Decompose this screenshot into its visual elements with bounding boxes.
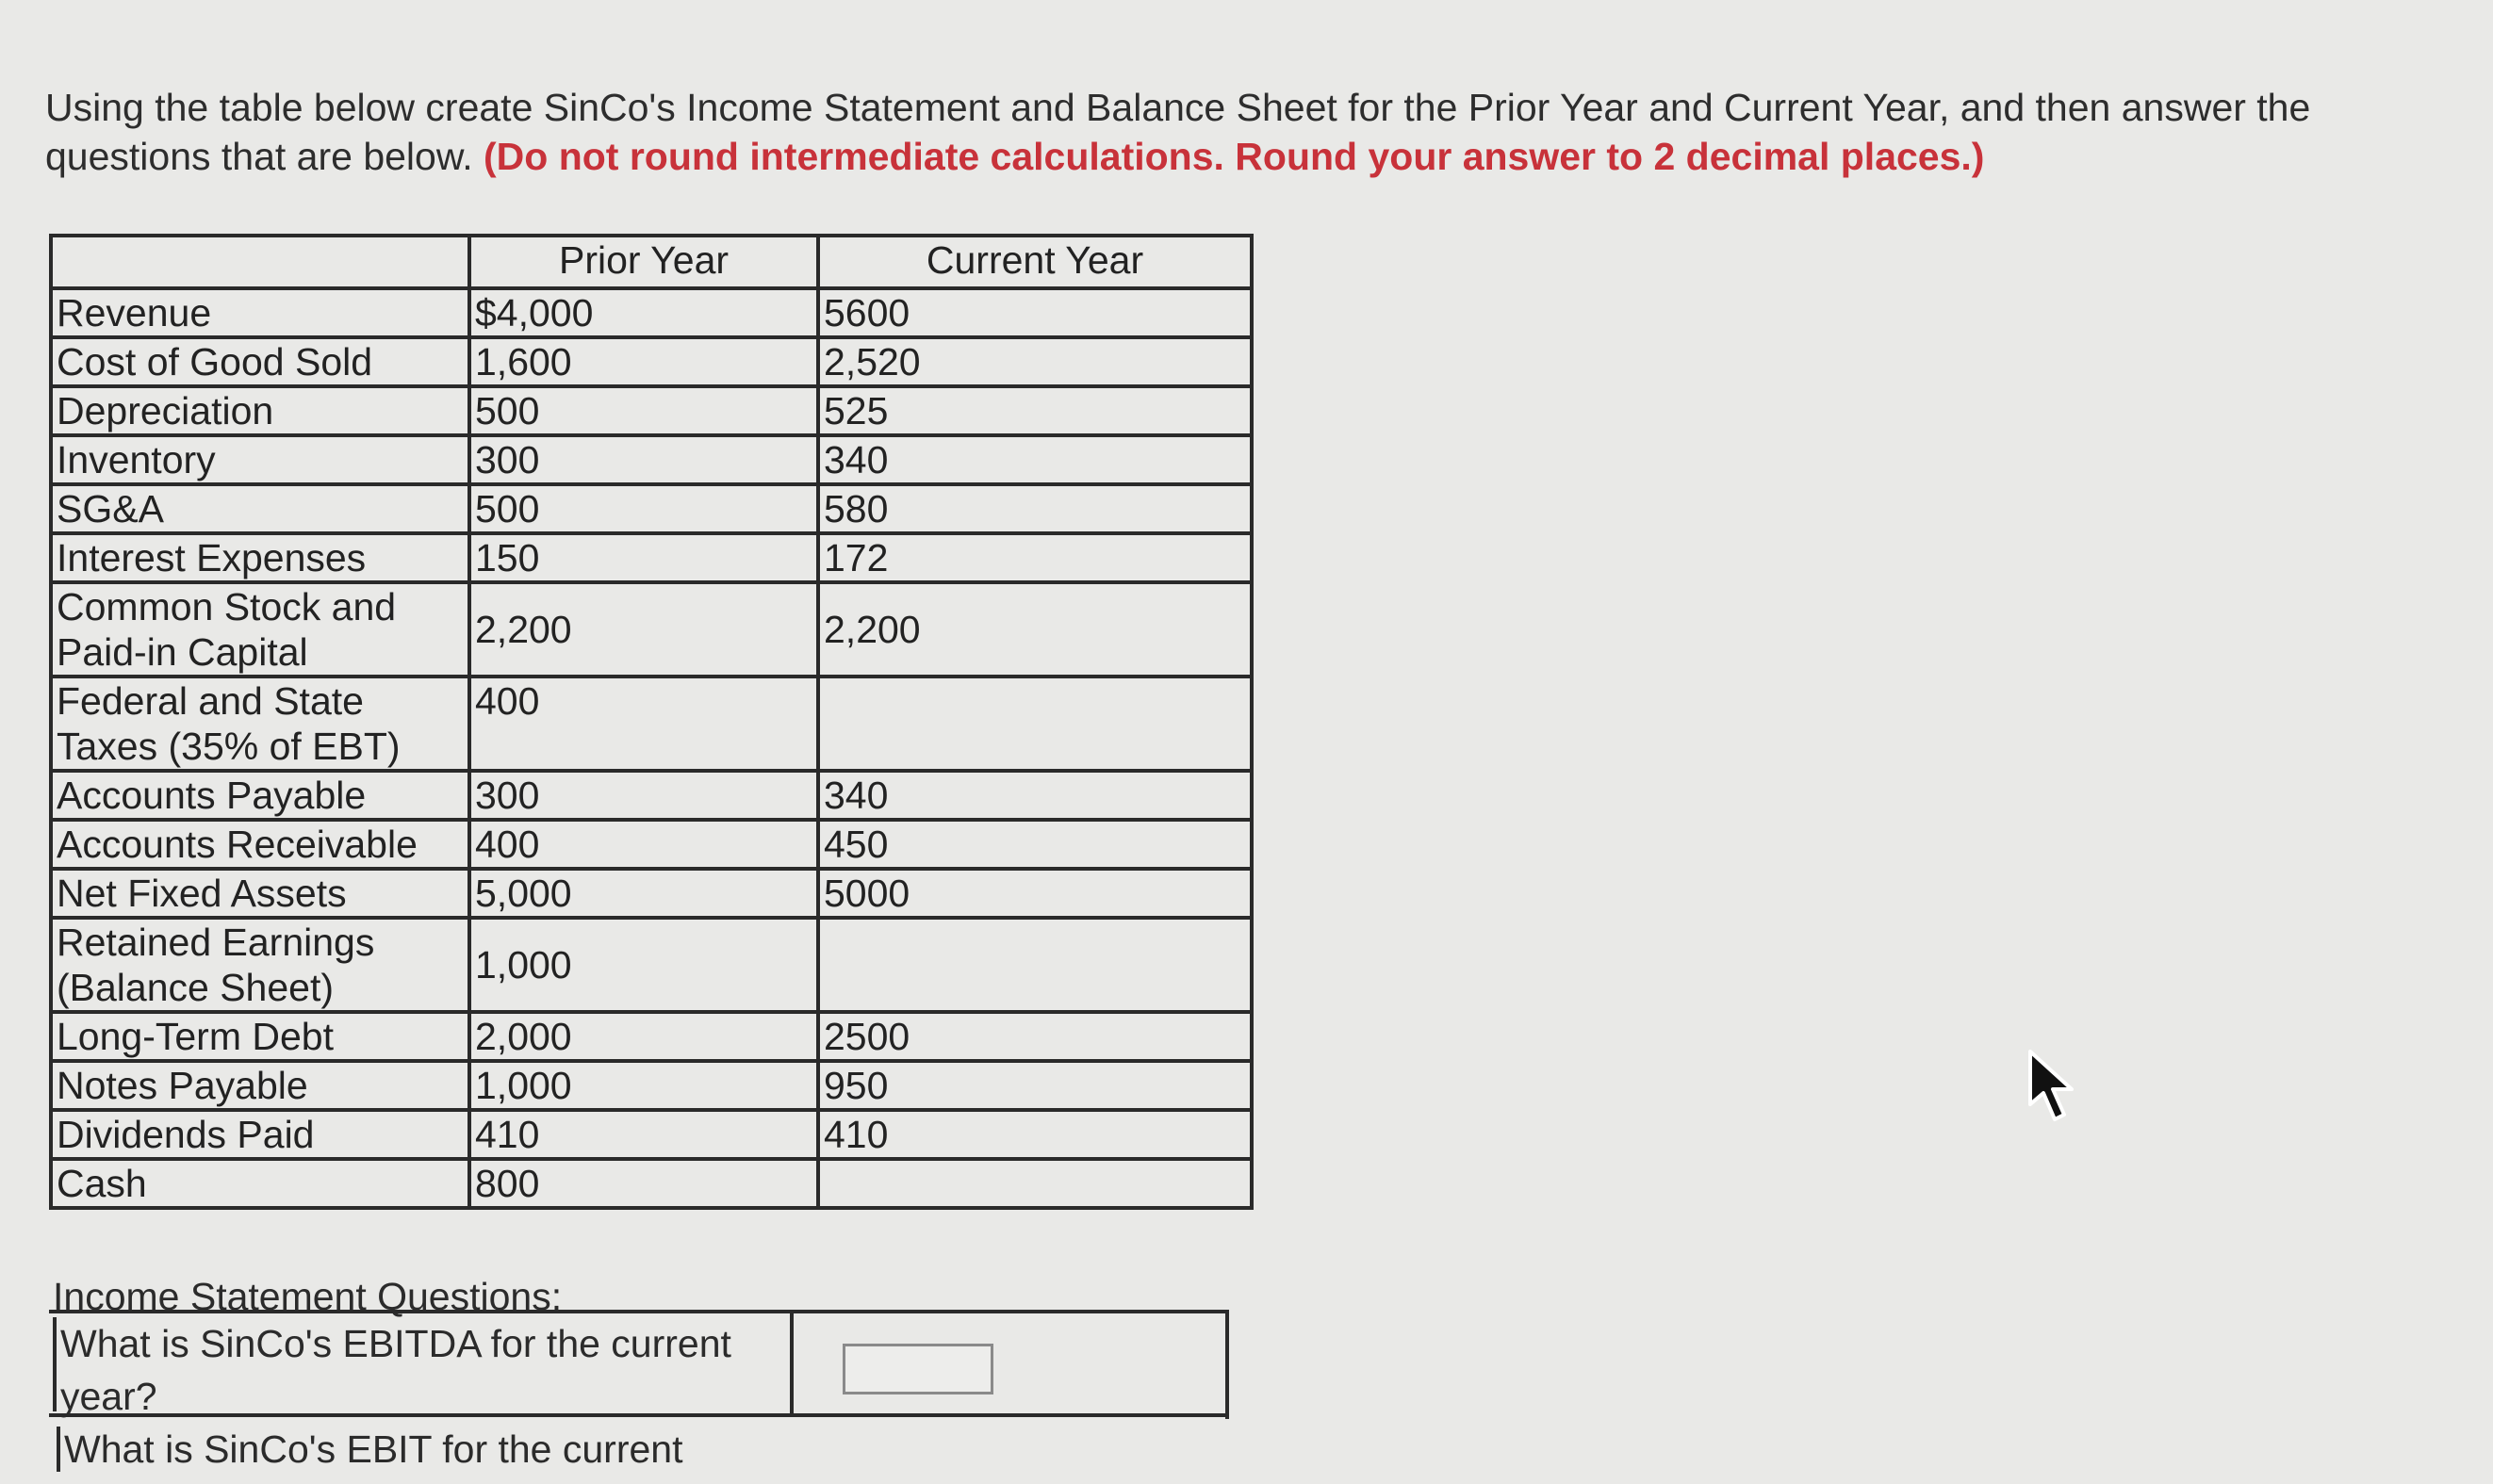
current-year-value [818,677,1252,771]
current-year-value: 2,520 [818,337,1252,386]
ebitda-answer-input[interactable] [843,1344,993,1394]
table-row [51,435,1252,484]
current-year-value: 5000 [818,869,1252,918]
current-year-value: 410 [818,1110,1252,1159]
question-ebitda [49,1310,1229,1419]
prior-year-value: 300 [469,771,818,820]
table-row [51,337,1252,386]
prior-year-value: 410 [469,1110,818,1159]
prior-year-value: $4,000 [469,288,818,337]
prior-year-value: 1,000 [469,918,818,1012]
question-ebit-text: What is SinCo's EBIT for the current [57,1427,682,1472]
question-divider [790,1313,794,1415]
current-year-value: 950 [818,1061,1252,1110]
table-row [51,1159,1252,1208]
table-row [51,288,1252,337]
table-row [51,1012,1252,1061]
table-row [51,386,1252,435]
prior-year-value: 500 [469,484,818,533]
prior-year-value: 1,600 [469,337,818,386]
row-label: Common Stock and Paid-in Capital [51,582,469,677]
row-label: Cash [51,1159,469,1208]
current-year-value [818,918,1252,1012]
row-label: Federal and State Taxes (35% of EBT) [51,677,469,771]
current-year-value [818,1159,1252,1208]
financial-data-table [49,234,1254,1210]
table-row [51,677,1252,771]
prior-year-value: 1,000 [469,1061,818,1110]
row-label: Cost of Good Sold [51,337,469,386]
table-row [51,1110,1252,1159]
prior-year-value: 300 [469,435,818,484]
row-label: Interest Expenses [51,533,469,582]
current-year-value: 340 [818,435,1252,484]
row-label: SG&A [51,484,469,533]
header-prior-year: Prior Year [469,236,818,288]
prior-year-value: 800 [469,1159,818,1208]
question-ebit [49,1413,1225,1484]
row-label: Inventory [51,435,469,484]
current-year-value: 525 [818,386,1252,435]
table-row [51,533,1252,582]
row-label: Revenue [51,288,469,337]
current-year-value: 5600 [818,288,1252,337]
row-label: Dividends Paid [51,1110,469,1159]
table-row [51,820,1252,869]
current-year-value: 2,200 [818,582,1252,677]
prior-year-value: 500 [469,386,818,435]
row-label: Net Fixed Assets [51,869,469,918]
header-blank [51,236,469,288]
current-year-value: 172 [818,533,1252,582]
prior-year-value: 400 [469,820,818,869]
row-label: Notes Payable [51,1061,469,1110]
row-label: Accounts Payable [51,771,469,820]
current-year-value: 580 [818,484,1252,533]
table-row [51,771,1252,820]
instructions [45,83,2458,181]
table-row [51,869,1252,918]
current-year-value: 450 [818,820,1252,869]
prior-year-value: 150 [469,533,818,582]
row-label: Accounts Receivable [51,820,469,869]
row-label: Depreciation [51,386,469,435]
table-header-row [51,236,1252,288]
table-row [51,582,1252,677]
instructions-text: Using the table below create SinCo's Income Statement and Balance Sheet for the Prior Year and Current Year, and then answer the questions that are below. [45,86,2311,178]
table-row [51,1061,1252,1110]
instructions-emphasis: (Do not round intermediate calculations. Round your answer to 2 decimal places.) [484,135,1985,178]
prior-year-value: 2,000 [469,1012,818,1061]
row-label: Retained Earnings (Balance Sheet) [51,918,469,1012]
prior-year-value: 400 [469,677,818,771]
current-year-value: 2500 [818,1012,1252,1061]
questions-title: Income Statement Questions: [53,1275,563,1318]
table-row [51,918,1252,1012]
prior-year-value: 2,200 [469,582,818,677]
mouse-pointer-icon [2026,1048,2083,1127]
prior-year-value: 5,000 [469,869,818,918]
current-year-value: 340 [818,771,1252,820]
table-row [51,484,1252,533]
row-label: Long-Term Debt [51,1012,469,1061]
header-current-year: Current Year [818,236,1252,288]
question-ebitda-text: What is SinCo's EBITDA for the current year? [53,1317,795,1411]
